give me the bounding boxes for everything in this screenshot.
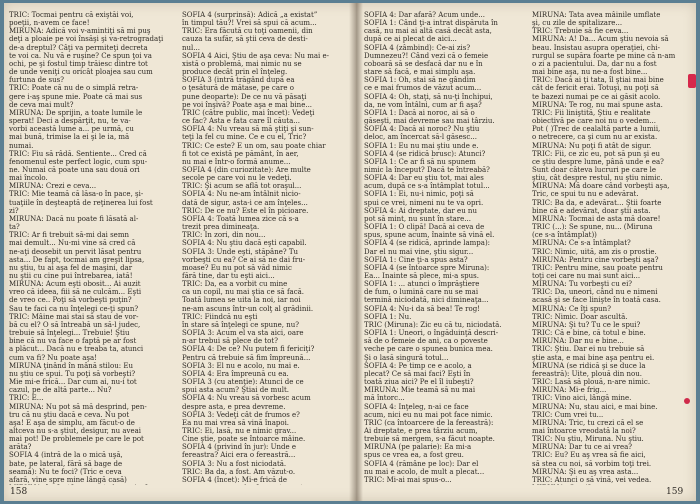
text-line: TRIC: Ei, lasă, nu e nimic grav... xyxy=(182,426,297,435)
text-line: TRIC: Mie teamă că lăsa-o în pace, şi- xyxy=(9,190,144,199)
text-line: SOFIA 4 (se ridică brusc): Atunci? xyxy=(364,149,486,158)
text-line: fără tine, dar tu eşti aici... xyxy=(182,272,275,280)
text-line: nul... xyxy=(182,43,200,52)
text-line: bine că e adevărat, doar ştii asta. xyxy=(532,206,651,215)
text-line xyxy=(9,484,169,485)
text-line: SOFIA 4: Nu ştiu dacă eşti capabil. xyxy=(182,239,307,248)
text-line: Ea nu mai vrea să vină înapoi. xyxy=(182,418,290,427)
text-line: produce decât prin el înţeleg. xyxy=(182,68,288,77)
text-line: SOFIA 4: Oh, staţi, să nu-ţi închipui, xyxy=(364,92,493,101)
text-line: în timpul tău?! Vrei să spui că acum... xyxy=(182,19,317,28)
text-line: n-ar trebui să plece de tot? xyxy=(182,337,278,346)
text-line: găseşti, mai devreme sau mai târziu. xyxy=(364,117,495,126)
bookmark-tab xyxy=(688,74,696,88)
text-line: TRIC (Miruna): Zic eu că tu, niciodată. xyxy=(364,320,502,329)
text-line: SOFIA 4 (se întoarce spre Miruna): xyxy=(364,263,490,272)
text-line: TRIC: Da, uneori, când nu e nimeni xyxy=(532,288,658,297)
text-line: SOFIA 4 (zâmbind): Ce-ai zis? xyxy=(364,43,471,52)
text-line: SOFIA 4 Aici, Ştiu de aşa ceva: Nu mai e- xyxy=(182,51,330,60)
text-line: cum va fi? Nu poate aşa! xyxy=(9,353,97,362)
text-line: SOFIA 3: Vedeţi cât de frumos e? xyxy=(182,410,300,419)
text-line: SOFIA 3: El nu e acolo, nu mai e. xyxy=(182,361,300,370)
text-line: SOFIA 1: O clipă! Dacă ai ceva de xyxy=(364,223,485,232)
text-line: TRIC: Pentru mine, sau poate pentru xyxy=(532,263,663,272)
text-line: fereastra? Aici era o fereastră... xyxy=(182,451,296,460)
text-line: vorbi această lume a... pe urmă, cu xyxy=(9,125,134,134)
text-line: Dar el nu mai vine, ştiu sigur... xyxy=(364,247,474,256)
text-line: fi tot ce există pe pământ, în aer, xyxy=(182,149,299,158)
text-line: TRIC: Fiu să râdă. Sentiente... Cred că xyxy=(9,149,147,158)
text-line: MIRUNA: Şi tu? Tu ce le spui? xyxy=(532,320,641,329)
text-line: termină niciodată, nici dimineaţa... xyxy=(364,296,489,305)
text-line: MIRUNA: Crezi e ceva... xyxy=(9,182,97,191)
text-line: ca un copil, nu mai ştia ce să facă. xyxy=(182,288,305,297)
text-line: Cine ştie, poate se întoarce mâine. xyxy=(182,435,306,444)
text-line: SOFIA 3: Acum el va sta aici, oare xyxy=(182,329,304,338)
text-line: trebuie să înţelegi... Trebuie! Ştiu xyxy=(9,329,130,338)
text-line: TRIC: Ar fi trebuit să-mi dai semn xyxy=(9,231,129,240)
text-line: MIRUNA: Ce s-a întâmplat? xyxy=(532,239,631,248)
text-line: de vreo ce.. Poţi să vorbeşti puţin? xyxy=(9,296,132,305)
text-line: TRIC: Mi-ai mai spus-o... xyxy=(364,475,452,484)
text-line: TRIC: Trebuie să fie ceva... xyxy=(532,27,629,36)
text-line: TRIC: Tocmai pentru că exiştăi voi, xyxy=(9,11,134,19)
page-number-right: 159 xyxy=(666,487,684,497)
text-line: SOFIA 4 (surprinsă): Adică „a existat” xyxy=(182,11,318,19)
text-line: obiectivă pe care noi nu o vedem... xyxy=(532,117,656,126)
text-line: TRIC: Ştiu. Dar ei nu trebuie să xyxy=(532,345,645,354)
text-line: SOFIA 4: Ai dreptate, dar eu nu xyxy=(364,206,477,215)
text-line: afară, vine spre mine lângă casă) xyxy=(9,475,127,484)
text-line: spus ce vrea ea, a fost greu. xyxy=(364,451,464,460)
text-line: SOFIA 1: Dacă ai noroc, ai să o xyxy=(364,108,475,117)
text-line xyxy=(532,484,692,485)
text-line: deloc, am încercat să-l găsesc... xyxy=(364,133,477,142)
text-line: ta? xyxy=(9,223,20,232)
text-line: Tric, ce spui tu nu e adevărat. xyxy=(532,190,639,199)
text-line: asta... De fapt, tocmai am greşit lipsa, xyxy=(9,255,145,264)
text-line: pot să mint, nu sunt în stare... xyxy=(364,214,471,223)
text-line: zi? xyxy=(9,206,19,215)
text-line: sperat! Deci a despărţit, nu, te va- xyxy=(9,117,131,126)
text-line: MIRUNA (se ridică şi se duce la xyxy=(532,361,646,370)
book-spread xyxy=(4,3,696,501)
text-line: MIRUNA: Mie teamă să nu mai xyxy=(364,386,476,395)
text-line: te bazezi numai pe ce ai găsit acolo. xyxy=(532,92,661,101)
text-column-4 xyxy=(532,11,692,485)
text-line: veche pe care o spunea bunica mea. xyxy=(364,345,493,354)
text-line: stare să facă, e mai simplu aşa. xyxy=(364,68,476,77)
text-line: xistă o problemă, mai nimic nu se xyxy=(182,59,302,68)
text-line: să stea cu noi, să vorbim toţi trei. xyxy=(532,459,652,468)
text-line: ne. Numai că poate una sau două ori xyxy=(9,165,140,174)
text-line: SOFIA 3: Unde eşti, stăpâne? Tu xyxy=(182,247,299,256)
text-line: Ai dreptate, e prea târziu acum, xyxy=(364,426,478,435)
text-line: Toată lumea se uita la noi, iar noi xyxy=(182,296,301,305)
text-line: SOFIA 4 (rămâne pe loc): Dar el xyxy=(364,459,479,468)
text-line: fenomenul este perfect logic, cum spu- xyxy=(9,157,148,166)
text-line: TRIC: Lasă să plouă, n-are nimic. xyxy=(532,378,651,387)
text-line: Mie mi-e frică... Dar cum ai, nu-i tot xyxy=(9,378,137,387)
text-line: TRIC: Ba da, e adevărat... Ştii foarte xyxy=(532,198,662,207)
text-line: pune deoparte): De ce nu vă păsaţi xyxy=(182,92,307,101)
text-line xyxy=(182,484,342,485)
text-line: nu ştii cu cine pui întrebarea, iată! xyxy=(9,272,133,280)
text-line: cauza ta sufăr, să ştii ceva de desti- xyxy=(182,35,308,44)
text-line: după ce ai plecat de aici... xyxy=(364,35,457,44)
text-line: o netrecere, ca şi cum nu ar exista. xyxy=(532,133,658,142)
text-line: Ea... Înainte să plece, mi-a spus. xyxy=(364,272,479,280)
text-line: trebuie să mergem, s-a făcut noapte. xyxy=(364,435,495,444)
text-column-3 xyxy=(364,11,524,485)
text-line: TRIC: De ce nu? Este el în picioare. xyxy=(182,206,309,215)
text-line: mai întoarce vreodată la noi? xyxy=(532,426,636,435)
text-line: SOFIA 4: Dar afară? Acum unde... xyxy=(364,11,485,19)
text-line: toată ziua aici? Pe el îl iubeşti? xyxy=(364,378,474,387)
text-line: tuaţiile în deşteaptă de reţinerea lui fost xyxy=(9,198,153,207)
text-line: TRIC: Fii liniştită, Ştiu e realitate xyxy=(532,108,651,117)
text-line: toţi cei care nu mai sunt aici... xyxy=(532,272,641,280)
text-line: ochi, pe şi fostul timp trăiesc dintre tot xyxy=(9,59,148,68)
text-line: SOFIA 4 (se ridică, aprinde lampa): xyxy=(364,239,491,248)
text-line: TRIC (către public, mai încet): Vedeţi xyxy=(182,108,315,117)
text-line: TRIC: Da, ea a vorbit cu mine xyxy=(182,280,288,289)
text-line: TRIC (...): Se spune, nu... (Miruna xyxy=(532,223,653,232)
text-line: MIRUNA: Nu pot să mă desprind, pen- xyxy=(9,402,147,411)
text-line: o ţesătură de mătase, pe care o xyxy=(182,84,294,93)
text-line: SOFIA 4: Nu vreau să vorbesc acum xyxy=(182,394,311,403)
text-line: SOFIA 1: Uneori, o îngăduinţă descri- xyxy=(364,329,499,338)
text-line: a plăcut... Dacă nu e treaba ta, atunci xyxy=(9,345,144,354)
text-line: acasă şi se face linişte în toată casa. xyxy=(532,296,661,305)
text-line: poeţii, n-avem ce face! xyxy=(9,19,90,28)
text-line: TRIC: Ba da, a fost. Am văzut-o. xyxy=(182,467,296,476)
text-line: nu mai e acolo, de mult a plecat... xyxy=(364,467,485,476)
text-line: MIRUNA ţinând în mână stilou: Eu xyxy=(9,361,133,370)
text-line: nimic la început? Dacă te întreabă? xyxy=(364,165,490,174)
text-line: casă, nu mai ai altă casă decât asta, xyxy=(364,27,492,36)
text-line: Pentru că trebuie să fim împreună... xyxy=(182,353,311,362)
text-line: arăta? xyxy=(9,443,32,452)
text-line: ce fac? Asta e fata care îl căuta... xyxy=(182,117,300,126)
text-line: MIRUNA: Pentru cine vorbeşti aşa? xyxy=(532,255,659,264)
text-line: MIRUNA: Tocmai de asta mă doare! xyxy=(532,214,661,223)
red-mark xyxy=(684,398,690,404)
text-line: TRIC: În zori, din nou... xyxy=(182,231,266,240)
text-line: MIRUNA: Mă doare când vorbeşti aşa, xyxy=(532,182,670,191)
text-line: TRIC: E... xyxy=(9,394,44,403)
text-line: MIRUNA: Mi-e frig... xyxy=(532,386,607,395)
text-line: SOFIA 4: Dacă ai noroc? Nu ştiu xyxy=(364,125,480,134)
text-line: TRIC: Şi acum se află tot oraşul... xyxy=(182,182,302,191)
text-line: dată de sigur, asta-i ce am înţeles... xyxy=(182,198,308,207)
text-line: de unde veniţi cu oricât ploajea sau cum xyxy=(9,68,153,77)
text-line: nu mai e într-o formă anume... xyxy=(182,157,291,166)
text-line: Dumnezeu?! Când vezi că o femeie xyxy=(364,51,489,60)
text-line: MIRUNA: Dar nu e bine... xyxy=(532,337,624,346)
text-line: nu ştiu, tu ai aşa fel de maşini, dar xyxy=(9,263,133,272)
text-line: de ceva mai mult? xyxy=(9,100,74,109)
text-line: TRIC: Nimic, uită, am zis o prostie. xyxy=(532,247,657,256)
text-line: TRIC: Cum vrei tu... xyxy=(532,410,604,419)
text-line: teţi la fel cu mine. Ce e cu el, Tric? xyxy=(182,133,307,142)
text-line: beau. Insistau asupra operaţiei, chi- xyxy=(532,43,660,52)
text-line: SOFIA 4 (încet): Mi-e frică de xyxy=(182,475,288,484)
text-line: cât de fericit erai. Totuşi, nu poţi să xyxy=(532,84,659,93)
text-line: TRIC: Dacă ai ţi tata, îl ştiai mai bine xyxy=(532,76,664,85)
text-line: ştiu, cât despre restul, nu ştiu nimic. xyxy=(532,174,663,183)
text-line: să de o femeie de ani, ca o poveste xyxy=(364,337,488,346)
text-line: SOFIA 1: Oh, stai să ne gândim xyxy=(364,76,476,85)
text-line: SOFIA 3 (intră trăgând după ea xyxy=(182,76,295,85)
text-column-1 xyxy=(9,11,169,485)
text-line: TRIC: Mâine mai stai să stau de vor- xyxy=(9,312,139,321)
text-line: SOFIA 3 (cu atenţie): Atunci de ce xyxy=(182,378,304,387)
text-line: TRIC (ca întoarcere de la fereastră): xyxy=(364,418,494,427)
text-line: TRIC: Nimic. Doar ascultă. xyxy=(532,312,628,321)
text-line: MIRUNA: Adică voi v-amintiţi să mi puş xyxy=(9,27,151,36)
text-line: SOFIA 4: Nu ne-am întâlnit nicio- xyxy=(182,190,301,199)
text-line: Sau te faci ca nu înţelegi ce-ţi spun? xyxy=(9,304,139,313)
text-line: SOFIA 4: Dar eu ştiu tot, mai ales xyxy=(364,174,484,183)
text-line: fereastră): Uite, plouă din nou. xyxy=(532,369,642,378)
text-line: SOFIA 1: Când ţi-a intrat dispăruta în xyxy=(364,19,498,28)
text-line: bine că nu va face o faptă pe ar fost xyxy=(9,337,137,346)
text-line: ne-aţi deosebit un pervit lăsat pentru xyxy=(9,247,142,256)
text-line: SOFIA 4: Înţeleg, n-ai ce face xyxy=(364,402,469,411)
text-line: MIRUNA: Şi eu aş vrea asta... xyxy=(532,467,639,476)
text-line: seamă): Nu te foci? (Tric e ceva xyxy=(9,467,122,476)
text-line: secole pe care voi nu le vedeţi. xyxy=(182,174,292,183)
text-line: moase? Eu nu pot să văd nimic xyxy=(182,263,292,272)
text-line: MIRUNA: De sprijin, a toate lumile le xyxy=(9,108,143,117)
text-line: TRIC: Eu? Eu aş vrea să fie aici, xyxy=(532,451,646,460)
text-line: Pot ( )Trec de cealaltă parte a lumii, xyxy=(532,125,661,134)
text-line: MIRUNA: Nu, stau aici, e mai bine. xyxy=(532,402,658,411)
text-line: acum, după ce s-a întâmplat totul... xyxy=(364,182,490,191)
text-line: mă întorc... xyxy=(364,394,405,403)
text-line: MIRUNA: Acum eşti obosit... Ai auzit xyxy=(9,280,141,289)
text-column-2 xyxy=(182,11,342,485)
text-line: rurgul se supăra foarte pe mine că n-am xyxy=(532,51,676,60)
text-line: spui ce vrei, nimeni nu te va opri. xyxy=(364,198,484,207)
text-line: MIRUNA: A! Da... Acum ştiu nevoia să xyxy=(532,35,669,44)
text-line: SOFIA 4: De ce? Nu putem fi fericiţi? xyxy=(182,345,315,354)
text-line: te voi ca. Nu vă e ruşine? Ce spun ţoi va xyxy=(9,51,152,60)
text-line: MIRUNA: Dacă nu poate fi lăsată al- xyxy=(9,214,139,223)
text-line: SOFIA 4: Era împreună cu ea. xyxy=(182,369,289,378)
text-line: pe voi înşivă? Poate aşa e mai bine... xyxy=(182,100,313,109)
text-line: MIRUNA: Te rog, nu mai spune asta. xyxy=(532,100,663,109)
text-line: SOFIA 4: Nu-i da să bea! Te rog! xyxy=(364,304,480,313)
text-line: SOFIA 4: Nu vreau să mă ştiţi şi sun- xyxy=(182,125,314,134)
text-line: bă cu el? O să întreabă un să-l judec, xyxy=(9,320,141,329)
text-line: SOFIA 1: Ei, nu-i nimic, poţi să xyxy=(364,190,474,199)
text-line: cazul, pe de altă parte... Nu? xyxy=(9,386,112,395)
text-line: TRIC: Vino aici, lângă mine. xyxy=(532,394,632,403)
text-line: TRIC: Fiindcă nu eşti xyxy=(182,312,258,321)
text-line: de-a dreptul? Câţi va permiteţi decreta xyxy=(9,43,148,52)
text-line: ne-am ascuns într-un colţ al grădinii. xyxy=(182,304,314,313)
text-line: SOFIA 1: Nu. xyxy=(364,312,412,321)
text-line: Sunt doar câteva lucruri pe care le xyxy=(532,165,657,174)
text-line: aşa! E aşa de simplu, am făcut-o de xyxy=(9,418,135,427)
page-number-left: 158 xyxy=(10,487,28,497)
text-line: TRIC: Că e bine, că totul e bine. xyxy=(532,329,646,338)
text-line: vorbeşti cu ea? Ce ai să ne dai fru- xyxy=(182,255,306,264)
text-line: coboară să se desfacă dar nu e în xyxy=(364,59,483,68)
text-line: mai încolo. xyxy=(9,174,48,183)
text-line: SOFIA 4 (din curiozitate): Are multe xyxy=(182,165,311,174)
text-line: gere i-aş spune mie. Poate că mai sus xyxy=(9,92,143,101)
text-line: ce ştiu despre lume, până unde e ea? xyxy=(532,157,664,166)
text-line: TRIC: Ce este? E un om, sau poate chiar xyxy=(182,141,326,150)
text-line: de fum, o lumină care nu se mai xyxy=(364,288,479,297)
text-line: SOFIA 4: Pe timp ce e acolo, a xyxy=(364,361,472,370)
text-line: SOFIA 4 (privind în jur): Unde e xyxy=(182,443,297,452)
book-gutter xyxy=(349,3,363,501)
text-line: TRIC: Fii, ce zic eu, pot să pun şi eu xyxy=(532,149,661,158)
text-line: deţi a ploaie pe voi însăşi şi va-retrogradaţi xyxy=(9,35,164,44)
text-line: MIRUNA: Dar tu ce ai vrea? xyxy=(532,443,633,452)
text-line: ştie asta, e mai bine aşa pentru ei. xyxy=(532,353,655,362)
text-line: SOFIA 4: Toată lumea zice că s-a xyxy=(182,214,299,223)
text-line: SOFIA 1: ... atunci o împrăştiere xyxy=(364,280,480,289)
text-line: MIRUNA: Nu poţi fi atât de sigur. xyxy=(532,141,652,150)
text-line: vreo că ideea, fiii să ne culcăm... Eşti xyxy=(9,288,142,297)
text-line: plecat? Ce să mai faci? Eşti în xyxy=(364,369,471,378)
text-line: mai pot! De problemele pe care le pot xyxy=(9,435,144,444)
text-line: nu ştiu ce spui. Tu poţi să vorbeşti? xyxy=(9,369,136,378)
text-line: TRIC: Atunci o să vină, vei vedea. xyxy=(532,475,652,484)
text-line: TRIC: Era făcută cu toţi oamenii, din xyxy=(182,27,313,36)
text-line: MIRUNA: Tu vorbeşti cu ei? xyxy=(532,280,633,289)
text-line: tru că nu ştiu dacă e ceva. Nu pot xyxy=(9,410,130,419)
text-line: mai bine aşa, nu ne-a fost bine... xyxy=(532,68,648,77)
text-line: o zi a pacientului. Da, dar nu a fost xyxy=(532,59,657,68)
text-line: SOFIA 3: Nu a fost niciodată. xyxy=(182,459,287,468)
text-line: SOFIA 1: Eu nu mai ştiu unde e. xyxy=(364,141,479,150)
text-line: da, ne vom întâlni, cum ar fi aşa? xyxy=(364,100,482,109)
text-line: MIRUNA: Tric, tu crezi că el se xyxy=(532,418,644,427)
text-line: spui asta acum? Ştiai de mult. xyxy=(182,386,289,395)
text-line: în stare să înţelegi ce spune, nu? xyxy=(182,320,300,329)
text-line: altceva nu s-a ştiut, desigur, nu aveai xyxy=(9,426,142,435)
text-line: şi, cu zile de spitalizare... xyxy=(532,19,623,28)
text-line: numai. xyxy=(9,141,34,150)
text-line: acum, nici eu nu mai pot face nimic. xyxy=(364,410,493,419)
text-line: TRIC: Nu ştiu, Miruna. Nu ştiu. xyxy=(532,435,644,444)
text-line: trezit prea dimineaţa. xyxy=(182,223,260,232)
text-line: (ce s-a întâmplat)) xyxy=(532,231,597,240)
text-line: SOFIA 1: Cine ţi-a spus asta? xyxy=(364,255,468,264)
text-line: ce e mai frumos de văzut acum... xyxy=(364,84,482,93)
text-line: SOFIA 1: Ce ar fi să nu spunem xyxy=(364,157,476,166)
text-line: Şi o lasă singură totul... xyxy=(364,353,449,362)
text-line: SOFIA 4 (intră de la o mică uşă, xyxy=(9,451,123,460)
text-line: bate, pe lateral, fără să bage de xyxy=(9,459,123,468)
text-line: MIRUNA: Ce îţi spun? xyxy=(532,304,611,313)
text-line: MIRUNA (pe palarie): Ea mi-a xyxy=(364,443,472,452)
text-line: TRIC: Poate că nu de o simplă retra- xyxy=(9,84,139,93)
text-line: furtuna de sus? xyxy=(9,76,64,85)
text-line: mai demult... Nu-mi vine să cred că xyxy=(9,239,136,248)
text-line: despre asta, e prea devreme. xyxy=(182,402,286,411)
text-line: spus, spune acum, înainte să vină el. xyxy=(364,231,495,240)
text-line: MIRUNA: Tata avea mâinile umflate xyxy=(532,11,661,19)
text-line: mai bună, trimise la ei şi le ia, mă xyxy=(9,133,130,142)
